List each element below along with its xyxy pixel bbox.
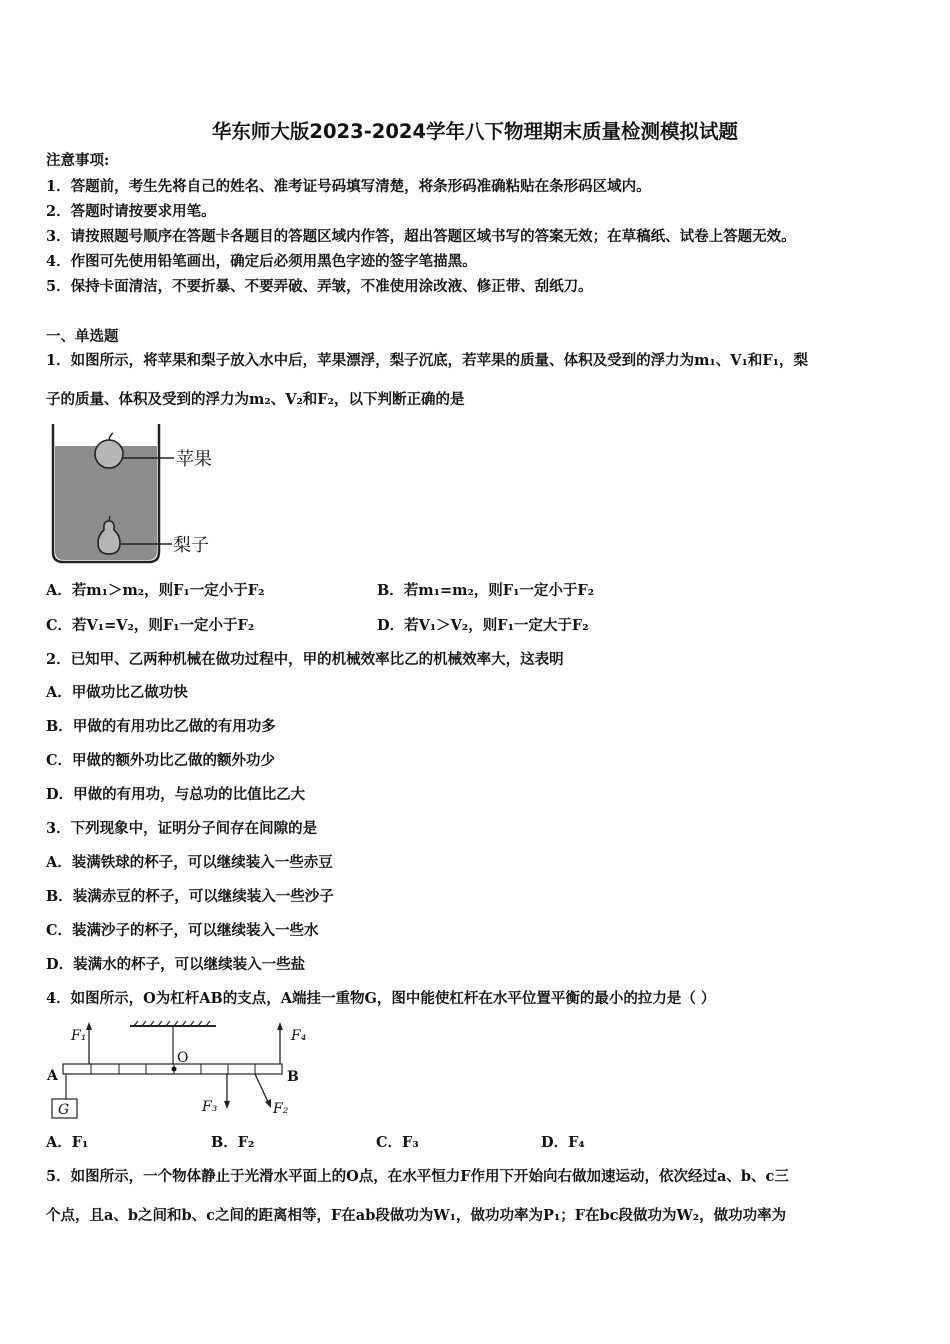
q5-stem-line1: 5．如图所示，一个物体静止于光滑水平面上的O点，在水平恒力F作用下开始向右做加速运动，依次经过a、b、c三 xyxy=(46,1168,789,1185)
q4-option-c: C．F₃ xyxy=(376,1134,419,1151)
q1-option-b: B．若m₁=m₂，则F₁一定小于F₂ xyxy=(377,582,595,599)
page-title: 华东师大版2023-2024学年八下物理期末质量检测模拟试题 xyxy=(211,120,739,143)
q3-option-d: D．装满水的杯子，可以继续装入一些盐 xyxy=(46,956,306,973)
q4-option-b: B．F₂ xyxy=(211,1134,255,1151)
notice-item-5: 5．保持卡面清洁，不要折暴、不要弄破、弄皱，不准使用涂改液、修正带、刮纸刀。 xyxy=(46,278,593,295)
q4-option-d: D．F₄ xyxy=(541,1134,585,1151)
q4-stem: 4．如图所示，O为杠杆AB的支点，A端挂一重物G，图中能使杠杆在水平位置平衡的最小的拉力是（ ） xyxy=(46,990,716,1007)
pear-label: 梨子 xyxy=(173,535,209,556)
apple-label: 苹果 xyxy=(176,449,212,470)
q1-option-d: D．若V₁＞V₂，则F₁一定大于F₂ xyxy=(377,617,589,634)
weight-g-label: G xyxy=(58,1102,70,1118)
notice-item-2: 2．答题时请按要求用笔。 xyxy=(46,203,216,220)
notice-item-1: 1．答题前，考生先将自己的姓名、准考证号码填写清楚，将条形码准确粘贴在条形码区域内。 xyxy=(46,178,651,195)
q2-option-d: D．甲做的有用功，与总功的比值比乙大 xyxy=(46,786,306,803)
q5-stem-line2: 个点，且a、b之间和b、c之间的距离相等，F在ab段做功为W₁，做功功率为P₁；F在bc段做功为W₂，做功功率为 xyxy=(46,1207,787,1224)
q1-figure xyxy=(46,420,226,570)
q2-stem: 2．已知甲、乙两种机械在做功过程中，甲的机械效率比乙的机械效率大，这表明 xyxy=(46,651,564,668)
q3-option-c: C．装满沙子的杯子，可以继续装入一些水 xyxy=(46,922,319,939)
q2-option-b: B．甲做的有用功比乙做的有用功多 xyxy=(46,718,276,735)
q2-option-c: C．甲做的额外功比乙做的额外功少 xyxy=(46,752,276,769)
q1-option-a: A．若m₁＞m₂，则F₁一定小于F₂ xyxy=(46,582,265,599)
q1-stem-line1: 1．如图所示，将苹果和梨子放入水中后，苹果漂浮，梨子沉底，若苹果的质量、体积及受到的浮力为m₁、V₁和F₁，梨 xyxy=(46,352,809,369)
q1-stem-line2: 子的质量、体积及受到的浮力为m₂、V₂和F₂，以下判断正确的是 xyxy=(46,391,465,408)
notice-item-4: 4．作图可先使用铅笔画出，确定后必须用黑色字迹的签字笔描黑。 xyxy=(46,253,477,270)
force-f4-label: F₄ xyxy=(291,1028,307,1044)
q4-figure xyxy=(44,1018,324,1123)
q2-option-a: A．甲做功比乙做功快 xyxy=(46,684,188,701)
notice-heading: 注意事项: xyxy=(46,152,110,169)
point-a-label: A xyxy=(47,1068,58,1084)
force-f2-label: F₂ xyxy=(273,1101,289,1117)
apple-icon xyxy=(95,433,123,468)
q3-option-a: A．装满铁球的杯子，可以继续装入一些赤豆 xyxy=(46,854,333,871)
section-heading: 一、单选题 xyxy=(46,328,119,345)
q4-option-a: A．F₁ xyxy=(46,1134,89,1151)
force-f1-label: F₁ xyxy=(71,1028,87,1044)
q3-stem: 3．下列现象中，证明分子间存在间隙的是 xyxy=(46,820,318,837)
force-f3-label: F₃ xyxy=(202,1099,218,1115)
q1-option-c: C．若V₁=V₂，则F₁一定小于F₂ xyxy=(46,617,255,634)
notice-item-3: 3．请按照题号顺序在答题卡各题目的答题区域内作答，超出答题区域书写的答案无效；在草稿纸、试卷上答题无效。 xyxy=(46,228,796,245)
q3-option-b: B．装满赤豆的杯子，可以继续装入一些沙子 xyxy=(46,888,334,905)
point-b-label: B xyxy=(287,1069,299,1085)
pivot-o-label: O xyxy=(177,1050,189,1066)
